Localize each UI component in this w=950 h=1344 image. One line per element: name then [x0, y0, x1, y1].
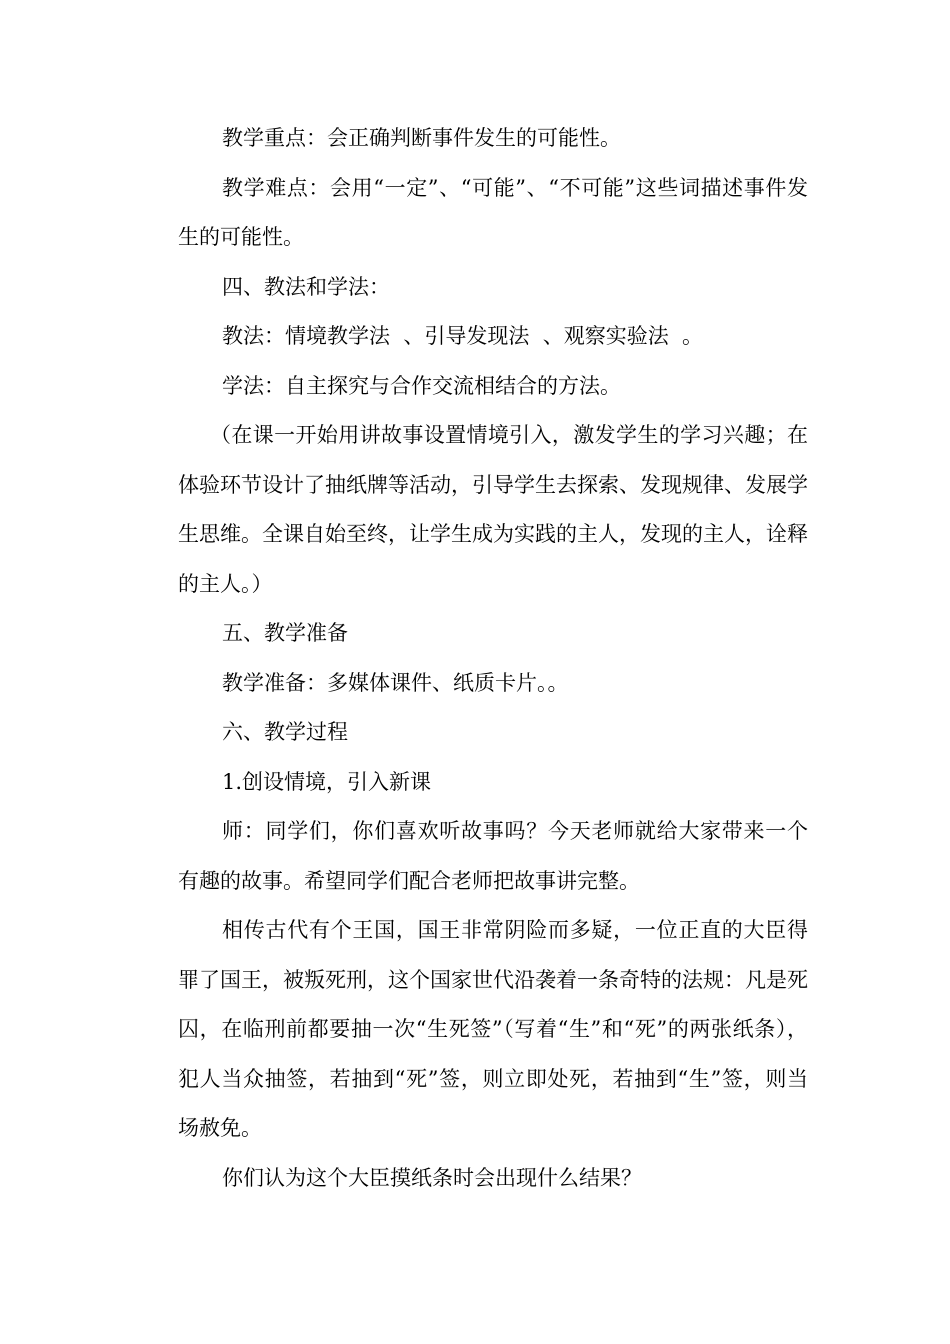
- section-heading-process: 六、教学过程: [222, 720, 348, 744]
- teaching-key-point: 教学重点：会正确判断事件发生的可能性。: [222, 126, 621, 150]
- story-paragraph: 相传古代有个王国，国王非常阴险而多疑，一位正直的大臣得罪了国王，被叛死刑，这个国家世代沿袭着一条奇特的法规：凡是死囚，在临刑前都要抽一次“生死签”（写着“生”和“死”的两张纸条），犯人当众抽签，若抽到“死”签，则立即处死，若抽到“生”签，则当场赦免。: [178, 918, 808, 1140]
- teacher-intro: 师：同学们，你们喜欢听故事吗？今天老师就给大家带来一个有趣的故事。希望同学们配合老师把故事讲完整。: [178, 819, 808, 893]
- step-1-heading: 1.创设情境，引入新课: [222, 769, 432, 794]
- document-body: [178, 114, 808, 1203]
- learning-methods: 学法：自主探究与合作交流相结合的方法。: [222, 373, 621, 398]
- teaching-difficulty: 教学难点：会用“一定”、“可能”、“不可能”这些词描述事件发生的可能性。: [178, 175, 808, 249]
- section-heading-preparation: 五、教学准备: [222, 621, 348, 645]
- methods-note: （在课一开始用讲故事设置情境引入，激发学生的学习兴趣；在体验环节设计了抽纸牌等活动，引导学生去探索、发现规律、发展学生思维。全课自始至终，让学生成为实践的主人，发现的主人，诠释的主人。）: [178, 423, 808, 596]
- teaching-methods: 教法：情境教学法 、引导发现法 、观察实验法 。: [222, 324, 704, 348]
- story-question: 你们认为这个大臣摸纸条时会出现什么结果？: [222, 1165, 642, 1190]
- section-heading-methods: 四、教法和学法：: [222, 274, 390, 299]
- teaching-preparation: 教学准备：多媒体课件、纸质卡片。。: [222, 670, 569, 695]
